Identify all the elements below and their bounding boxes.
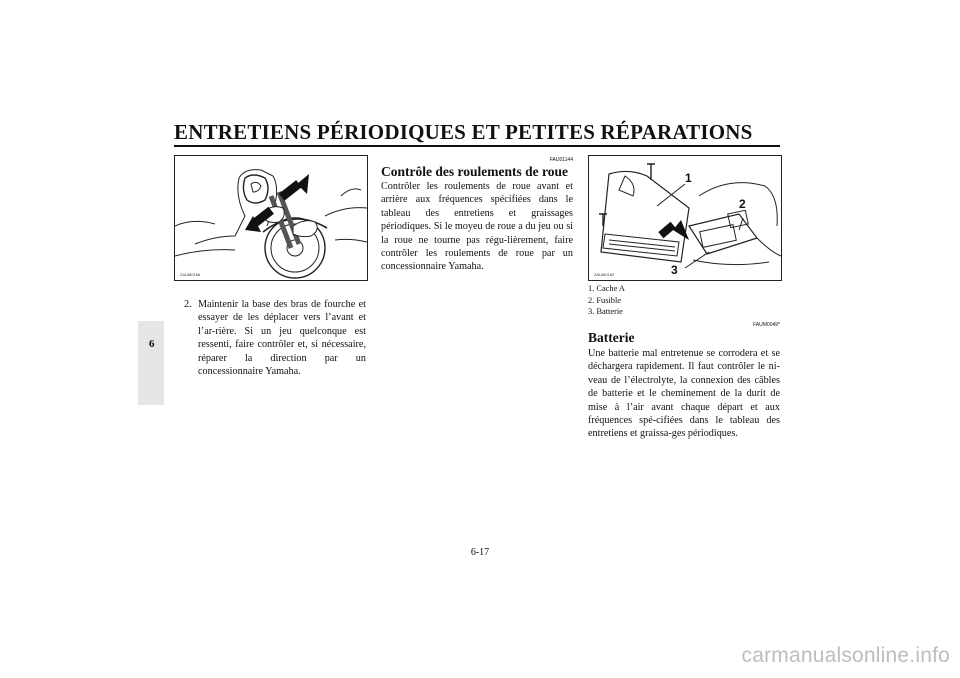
figure-code: ZAUM0166 xyxy=(180,272,201,277)
fork-check-illustration xyxy=(174,155,368,281)
battery-paragraph: Une batterie mal entretenue se corrodera et se déchargera rapidement. Il faut contrôler le ni-veau de l’électrolyte, la connexion des câbles de batterie et le cheminement de la durit de mise à l’air avant chaque départ et aux fréquences spé-cifiées dans le tableau des entretiens et graissa-ges périodiques. xyxy=(588,348,780,440)
legend-item-cover: 1. Cache A xyxy=(588,284,625,293)
wheel-bearings-paragraph: Contrôler les roulements de roue avant et arrière aux fréquences spécifiées dans le tableau des entretiens et graissages périodiques. Si le moyeu de roue a du jeu ou si la roue ne tourne pas régu-lièrement, faire contrôler les roulements de roue par un concessionnaire Yamaha. xyxy=(381,181,573,273)
battery-location-illustration xyxy=(588,155,782,281)
callout-3: 3 xyxy=(671,263,678,277)
header-rule xyxy=(174,145,780,147)
legend-item-battery: 3. Batterie xyxy=(588,307,623,316)
legend-item-fuse: 2. Fusible xyxy=(588,295,622,305)
fork-drawing xyxy=(175,156,367,280)
section-code: FAU01144 xyxy=(549,157,573,163)
section-heading-wheel-bearings: Contrôle des roulements de roue xyxy=(381,164,568,179)
figure-code: ZAUM0182 xyxy=(594,272,615,277)
callout-1: 1 xyxy=(685,171,692,185)
callout-2: 2 xyxy=(739,197,746,211)
step-text: Maintenir la base des bras de fourche et essayer de les déplacer vers l’avant et l’ar-rière. Si un jeu quelconque est ressenti, faire contrôler et, si nécessaire, réparer la direction par un concessionnaire Yamaha. xyxy=(198,299,366,378)
page-number: 6-17 xyxy=(470,547,490,558)
step-number: 2. xyxy=(184,299,192,310)
battery-drawing xyxy=(589,156,781,280)
page-title: ENTRETIENS PÉRIODIQUES ET PETITES RÉPARATIONS xyxy=(174,120,753,144)
step-2 xyxy=(184,298,366,378)
section-code: FAUM0049* xyxy=(753,322,780,328)
figure-legend xyxy=(588,283,625,318)
section-heading-battery: Batterie xyxy=(588,330,635,345)
watermark: carmanualsonline.info xyxy=(741,644,950,667)
chapter-number: 6 xyxy=(149,338,155,350)
chapter-tab xyxy=(138,321,164,405)
